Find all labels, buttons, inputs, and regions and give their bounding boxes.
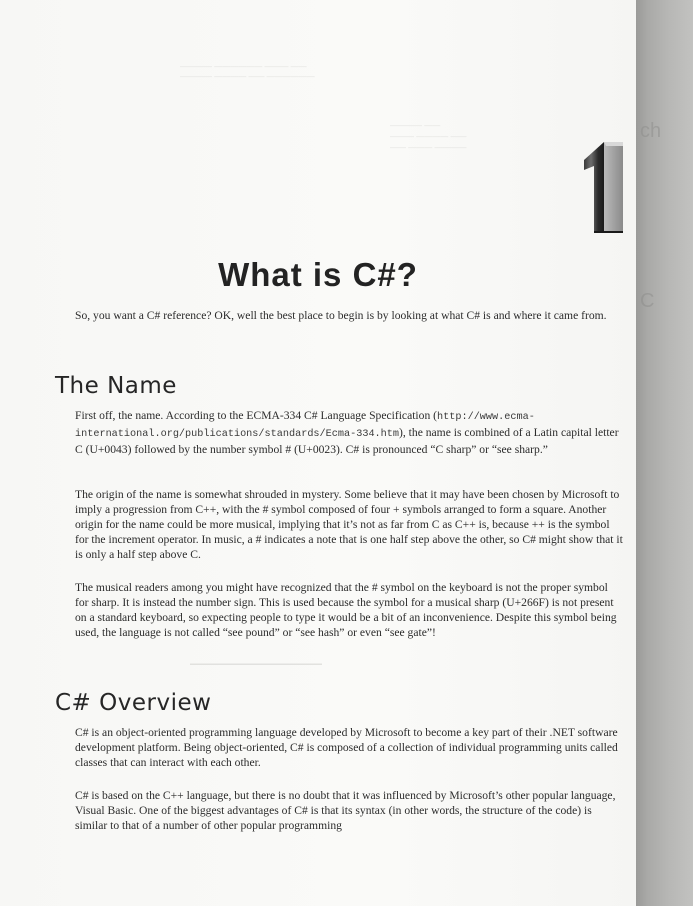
overview-paragraph-2: C# is based on the C++ language, but there is no doubt that it was influenced by Microsoft’s other popular language, Visual Basic. One of the biggest advantages of C# is that its syntax (in other words, the structure of the code) is similar to that of a number of other popular programming (75, 789, 616, 833)
bleed-through-text: ———— —————— ——— —— ———— ———— —— —————— (180, 62, 315, 81)
bleed-through-text: C (640, 290, 655, 312)
the-name-paragraph-1 (75, 408, 623, 457)
ecma-spec-url[interactable]: http://www.ecma-international.org/publications/standards/Ecma-334.htm (75, 412, 535, 441)
paragraph-text: ), the name is combined of a Latin capital letter C (U+0043) followed by the number symbol # (U+0023). C# is pronounced “C sharp” or “see sharp.” (75, 426, 619, 457)
intro-paragraph: So, you want a C# reference? OK, well the best place to begin is by looking at what C# is and where it came from. (75, 309, 607, 322)
bleed-through-text: —————— (190, 650, 322, 675)
chapter-number-graphic (578, 140, 626, 234)
the-name-paragraph-3: The musical readers among you might have recognized that the # symbol on the keyboard is not the proper symbol for sharp. It is instead the number sign. This is used because the symbol for a musical sharp (U+266F) is not present on a standard keyboard, so expecting people to type it would be a bit of an inconvenience. Despite this symbol being used, the language is not called “see pound” or “see hash” or even “see gate”! (75, 581, 617, 640)
overview-paragraph-1: C# is an object-oriented programming language developed by Microsoft to become a key part of their .NET software development platform. Being object-oriented, C# is composed of a collection of individual programming units called classes that can interact with each other. (75, 726, 618, 770)
section-heading-overview: C# Overview (55, 690, 212, 716)
page-edge-shadow (636, 0, 693, 906)
section-heading-the-name: The Name (55, 373, 177, 399)
bleed-through-text: ch (640, 120, 662, 142)
the-name-paragraph-2: The origin of the name is somewhat shrouded in mystery. Some believe that it may have been chosen by Microsoft to imply a progression from C++, with the # symbol composed of four + symbols arranged to form a square. Another origin for the name could be more musical, implying that it’s not as far from C as C++ is, because ++ is the symbol for the increment operator. In music, a # indicates a note that is one half step above the other, so C# might show that it is only a half step above C. (75, 488, 623, 562)
paragraph-text: First off, the name. According to the ECMA-334 C# Language Specification ( (75, 409, 438, 422)
bleed-through-text: ———— —— ——— ———— —— —— ——— ———— (390, 121, 467, 152)
chapter-title: What is C#? (218, 256, 418, 293)
